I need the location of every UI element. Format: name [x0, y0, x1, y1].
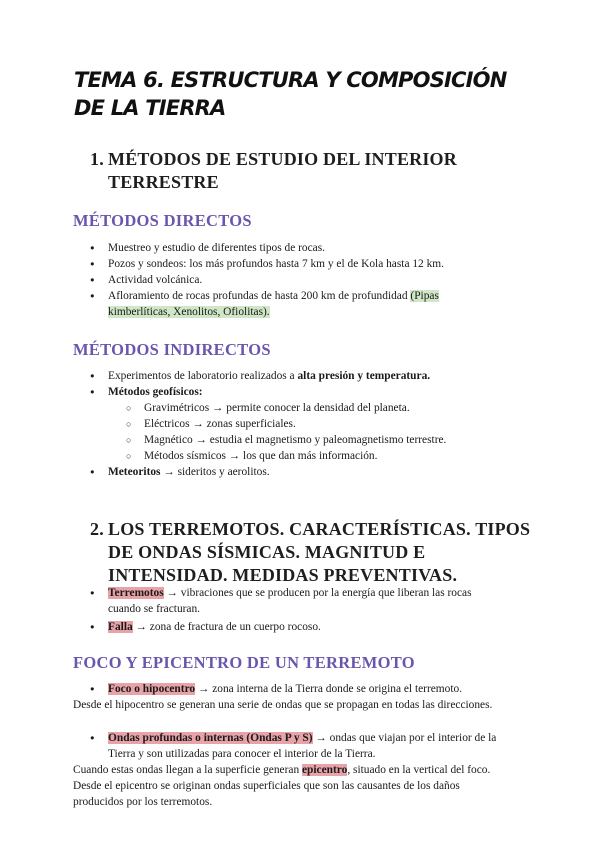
list-item-text: → zona interna de la Tierra donde se origina el terremoto. — [195, 683, 463, 695]
highlight-examples-2: kimberlíticas, Xenolitos, Ofiolitas). — [108, 306, 270, 318]
paragraph-text: Cuando estas ondas llegan a la superficie generan — [73, 764, 302, 776]
term-falla: Falla — [108, 621, 133, 633]
section-1-number: 1. — [90, 149, 104, 169]
term-terremotos: Terremotos — [108, 587, 164, 599]
term-epicentro: epicentro — [302, 764, 348, 776]
section-2-title-line-2: DE ONDAS SÍSMICAS. MAGNITUD E — [108, 542, 426, 562]
section-1-title-line-1: MÉTODOS DE ESTUDIO DEL INTERIOR — [108, 149, 457, 169]
section-2-heading — [90, 518, 530, 587]
list-item — [90, 585, 530, 617]
section-2-number: 2. — [90, 519, 104, 539]
list-item — [90, 384, 510, 464]
list-item — [90, 619, 530, 635]
sub-list-item: ○ Eléctricos → zonas superficiales. — [126, 416, 510, 432]
list-item — [90, 730, 530, 762]
section-2-title-line-1: LOS TERREMOTOS. CARACTERÍSTICAS. TIPOS — [108, 519, 531, 539]
list-metodos-indirectos — [90, 368, 510, 480]
paragraph-ondas-superficiales — [73, 778, 533, 810]
list-item-bold: alta presión y temperatura. — [297, 370, 431, 382]
section-1-heading — [90, 148, 457, 194]
paragraph-epicentro — [73, 762, 533, 778]
list-item — [90, 681, 530, 697]
list-item-text: → ondas que viajan por el interior de la — [312, 732, 497, 744]
highlight-examples-1: (Pipas — [410, 290, 439, 302]
list-terremotos — [90, 585, 530, 635]
list-item: ● Muestreo y estudio de diferentes tipos de rocas. — [90, 240, 510, 256]
paragraph-line: producidos por los terremotos. — [73, 796, 213, 808]
list-item — [90, 288, 510, 320]
term-foco: Foco o hipocentro — [108, 683, 196, 695]
list-ondas — [90, 730, 530, 762]
title-line-2: DE LA TIERRA — [74, 96, 226, 120]
title-line-1: TEMA 6. ESTRUCTURA Y COMPOSICIÓN — [74, 68, 507, 92]
list-item — [90, 464, 510, 480]
list-item-bold: Meteoritos — [108, 466, 161, 478]
document-title — [74, 66, 574, 122]
list-item-text: → zona de fractura de un cuerpo rocoso. — [132, 621, 321, 633]
sub-list-item: ○ Magnético → estudia el magnetismo y paleomagnetismo terrestre. — [126, 432, 510, 448]
paragraph-text: , situado en la vertical del foco. — [347, 764, 491, 776]
section-2-title-line-3: INTENSIDAD. MEDIDAS PREVENTIVAS. — [108, 565, 458, 585]
list-item-text: → vibraciones que se producen por la energía que liberan las rocas — [163, 587, 472, 599]
heading-metodos-directos: MÉTODOS DIRECTOS — [73, 211, 252, 230]
list-item-bold: Métodos geofísicos: — [108, 386, 203, 398]
heading-metodos-indirectos: MÉTODOS INDIRECTOS — [73, 340, 271, 359]
section-1-title-line-2: TERRESTRE — [108, 172, 219, 192]
term-ondas-profundas: Ondas profundas o internas (Ondas P y S) — [108, 732, 313, 744]
sublist-metodos-geofisicos — [108, 400, 510, 464]
sub-list-item: ○ Gravimétricos → permite conocer la densidad del planeta. — [126, 400, 510, 416]
paragraph-line: Desde el epicentro se originan ondas superficiales que son las causantes de los daños — [73, 780, 460, 792]
list-metodos-directos — [90, 240, 510, 320]
paragraph-hipocentro: Desde el hipocentro se generan una serie de ondas que se propagan en todas las direcciones. — [73, 699, 493, 711]
list-item-text: Afloramiento de rocas profundas de hasta 200 km de profundidad — [108, 290, 411, 302]
list-item: ● Actividad volcánica. — [90, 272, 510, 288]
sub-list-item: ○ Métodos sísmicos → los que dan más información. — [126, 448, 510, 464]
heading-foco-epicentro: FOCO Y EPICENTRO DE UN TERREMOTO — [73, 653, 415, 672]
list-item-text: cuando se fracturan. — [108, 603, 201, 615]
list-item — [90, 368, 510, 384]
list-item: ● Pozos y sondeos: los más profundos hasta 7 km y el de Kola hasta 12 km. — [90, 256, 510, 272]
list-item-text: Tierra y son utilizadas para conocer el interior de la Tierra. — [108, 748, 376, 760]
list-foco — [90, 681, 530, 697]
list-item-text: → sideritos y aerolitos. — [160, 466, 270, 478]
list-item-text: Experimentos de laboratorio realizados a — [108, 370, 298, 382]
